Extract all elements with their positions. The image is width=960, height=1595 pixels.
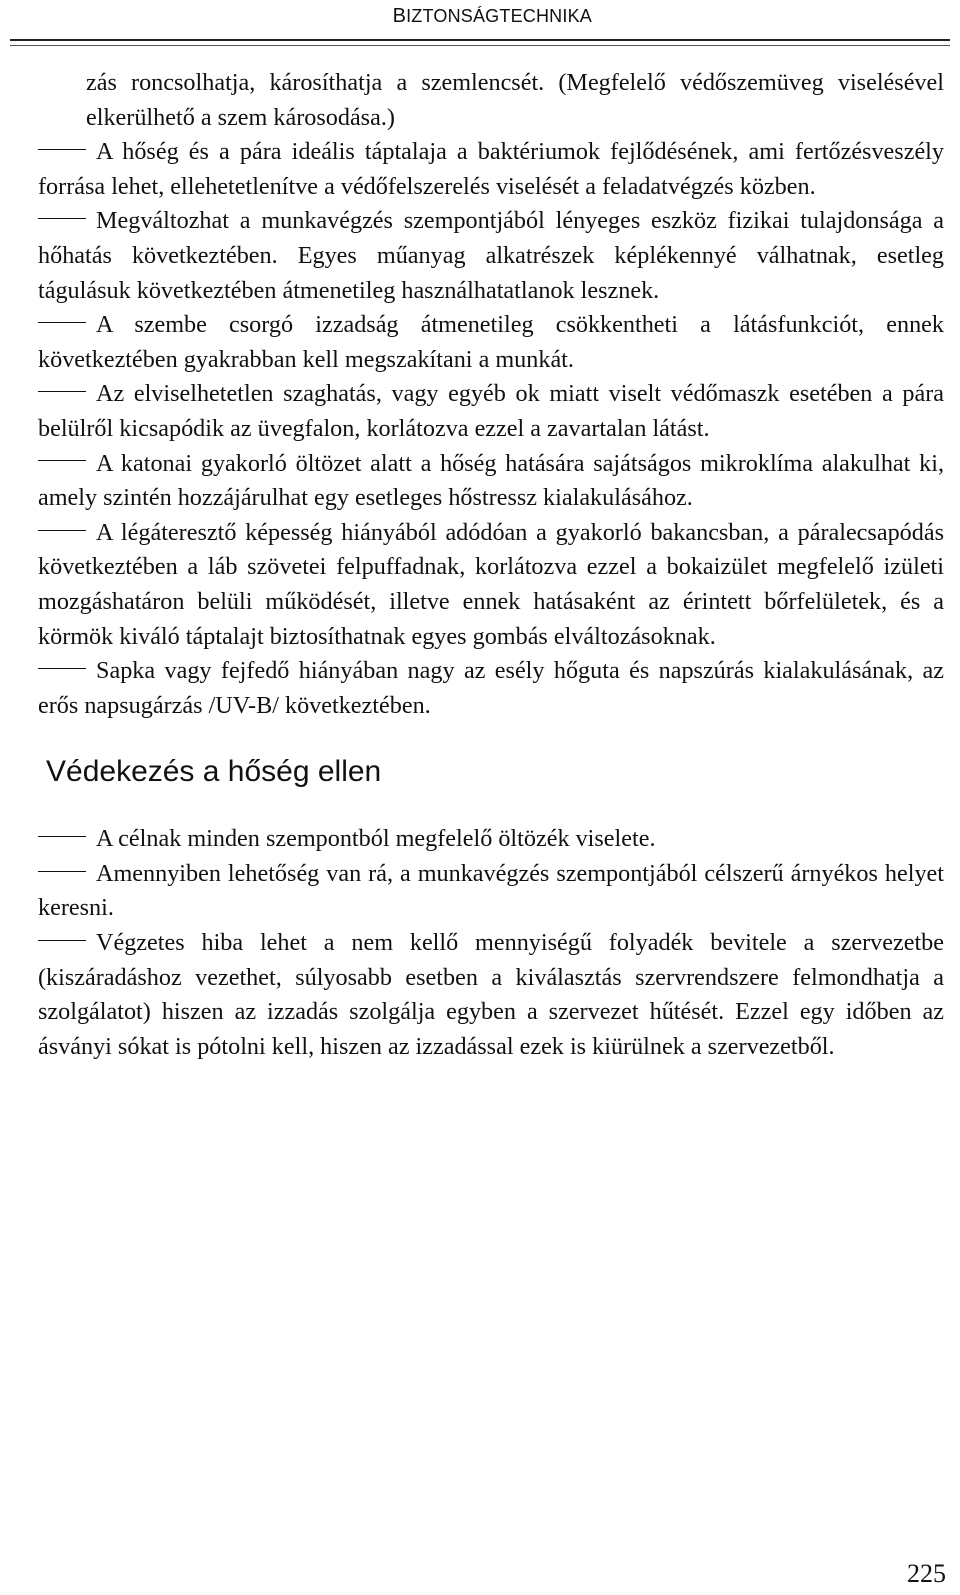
consequences-list	[38, 135, 944, 723]
list-item	[38, 447, 944, 516]
dash-bullet	[38, 871, 86, 872]
list-item	[38, 516, 944, 654]
list-item-text: A hőség és a pára ideális táptalaja a baktériumok fejlődésének, ami fertőzésveszély forrása lehet, ellehetetlenítve a védőfelszerelés viselését a feladatvégzés közben.	[38, 138, 944, 200]
page-body	[38, 66, 944, 1064]
list-item-text: A légáteresztő képesség hiányából adódóan a gyakorló bakancsban, a páralecsapódás következtében a láb szövetei felpuffadnak, korlátozva ezzel a bokaizület megfelelő izületi mozgáshatáron belüli működését, illetve ennek hatásaként az érintett bőrfelületek, és a körmök kiváló táptalajt biztosíthatnak egyes gombás elváltozásoknak.	[38, 518, 944, 650]
intro-continuation-paragraph: zás roncsolhatja, károsíthatja a szemlencsét. (Megfelelő védőszemüveg viselésével elkerülhető a szem károsodása.)	[86, 69, 944, 131]
list-item-text: A katonai gyakorló öltözet alatt a hőség hatására sajátságos mikroklíma alakulhat ki, amely szintén hozzájárulhat egy esetleges hőstressz kialakulásához.	[38, 449, 944, 512]
list-item-text: Megváltozhat a munkavégzés szempontjából lényeges eszköz fizikai tulajdonsága a hőhatás következtében. Egyes műanyag alkatrészek képlékennyé válhatnak, esetleg tágulásuk következtében átmenetileg használhatatlanok lesznek.	[38, 207, 944, 304]
header-title-rest: IZTONSÁGTECHNIKA	[406, 6, 592, 26]
list-item	[38, 377, 944, 446]
header-title-initial: B	[392, 5, 407, 27]
list-item	[38, 308, 944, 377]
dash-bullet	[38, 391, 86, 392]
protection-list	[38, 822, 944, 1064]
section-heading: Védekezés a hőség ellen	[46, 755, 382, 789]
list-item-text: A célnak minden szempontból megfelelő öltözék viselete.	[96, 825, 656, 853]
list-item	[38, 204, 944, 308]
list-item-text: A szembe csorgó izzadság átmenetileg csökkentheti a látásfunkciót, ennek következtében gyakrabban kell megszakítani a munkát.	[38, 311, 944, 373]
list-item	[38, 822, 944, 857]
header-rule-thin	[10, 45, 950, 46]
list-item	[38, 135, 944, 204]
dash-bullet	[38, 149, 86, 150]
running-header	[0, 0, 960, 60]
header-rule-thick	[10, 39, 950, 41]
dash-bullet	[38, 940, 86, 941]
running-header-title	[393, 5, 592, 28]
list-item	[38, 857, 944, 926]
page-number: 225	[907, 1559, 946, 1588]
dash-bullet	[38, 530, 86, 531]
dash-bullet	[38, 668, 86, 669]
list-item-text: Amennyiben lehetőség van rá, a munkavégzés szempontjából célszerű árnyékos helyet keresni.	[38, 859, 944, 922]
list-item-text: Az elviselhetetlen szaghatás, vagy egyéb ok miatt viselt védőmaszk esetében a pára belülről kicsapódik az üvegfalon, korlátozva ezzel a zavartalan látást.	[38, 380, 944, 442]
dash-bullet	[38, 460, 86, 461]
dash-bullet	[38, 218, 86, 219]
list-item	[38, 654, 944, 723]
list-item	[38, 926, 944, 1064]
list-item-text: Sapka vagy fejfedő hiányában nagy az esély hőguta és napszúrás kialakulásának, az erős napsugárzás /UV-B/ következtében.	[38, 657, 944, 719]
list-item-text: Végzetes hiba lehet a nem kellő mennyiségű folyadék bevitele a szervezetbe (kiszáradáshoz vezethet, súlyosabb esetben a kiválasztás szervrendszere felmondhatja a szolgálatot) hiszen az izzadás szolgálja egyben a szervezet hűtését. Ezzel egy időben az ásványi sókat is pótolni kell, hiszen az izzadással ezek is kiürülnek a szervezetből.	[38, 929, 944, 1060]
dash-bullet	[38, 836, 86, 837]
dash-bullet	[38, 322, 86, 323]
